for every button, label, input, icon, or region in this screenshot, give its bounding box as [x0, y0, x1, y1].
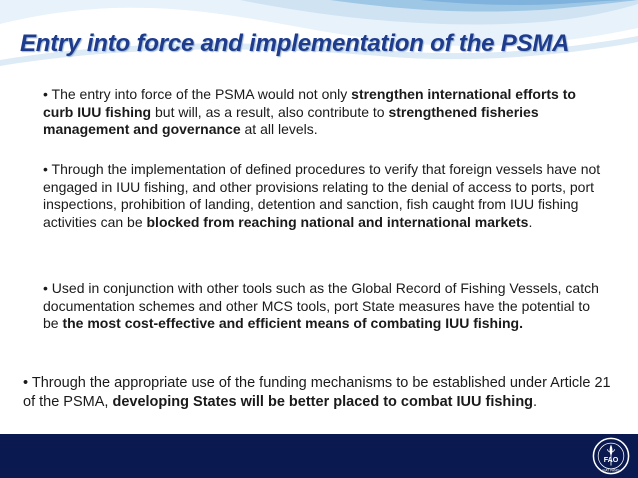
paragraph-text: The entry into force of the PSMA would not only [51, 86, 352, 102]
logo-text: FAO [603, 456, 619, 465]
paragraph-emphasis: strengthen international efforts to curb IUU fishing [43, 86, 576, 120]
bullet-paragraph-3 [43, 280, 603, 333]
bullet-marker: • [43, 161, 48, 177]
paragraph-emphasis: developing States will be better placed to combat IUU fishing [112, 394, 534, 410]
bullet-paragraph-1 [43, 86, 603, 139]
bullet-paragraph-4 [23, 374, 613, 412]
paragraph-emphasis: strengthened fisheries management and governance [43, 103, 539, 137]
bullet-marker: • [43, 280, 48, 296]
paragraph-text: . [528, 213, 533, 230]
bullet-paragraph-2 [43, 161, 603, 231]
paragraph-text: at all levels. [240, 121, 318, 137]
fao-logo-icon [592, 437, 630, 475]
paragraph-text: Through the implementation of defined procedures to verify that foreign vessels have not engaged in IUU fishing, and other provisions relating to the denial of access to ports, port inspections, prohibition of landing, detention and sanction, fish caught from IUU fishing activities can be [43, 161, 601, 230]
paragraph-text: but will, as a result, also contribute to [151, 103, 389, 120]
logo-motto: FIAT PANIS [602, 468, 620, 473]
slide-title: Entry into force and implementation of the PSMA [20, 30, 570, 57]
bullet-marker: • [23, 375, 29, 391]
paragraph-text: Used in conjunction with other tools such as the Global Record of Fishing Vessels, catch documentation schemes and other MCS tools, port State measures have the potential to be [43, 280, 599, 331]
paragraph-emphasis: the most cost-effective and efficient means of combating IUU fishing. [62, 315, 523, 331]
paragraph-emphasis: blocked from reaching national and international markets [146, 213, 529, 230]
bullet-marker: • [43, 86, 48, 102]
paragraph-text: Through the appropriate use of the funding mechanisms to be established under Article 21 of the PSMA, [23, 375, 611, 410]
footer-bar [0, 434, 638, 478]
paragraph-text: . [533, 394, 538, 410]
